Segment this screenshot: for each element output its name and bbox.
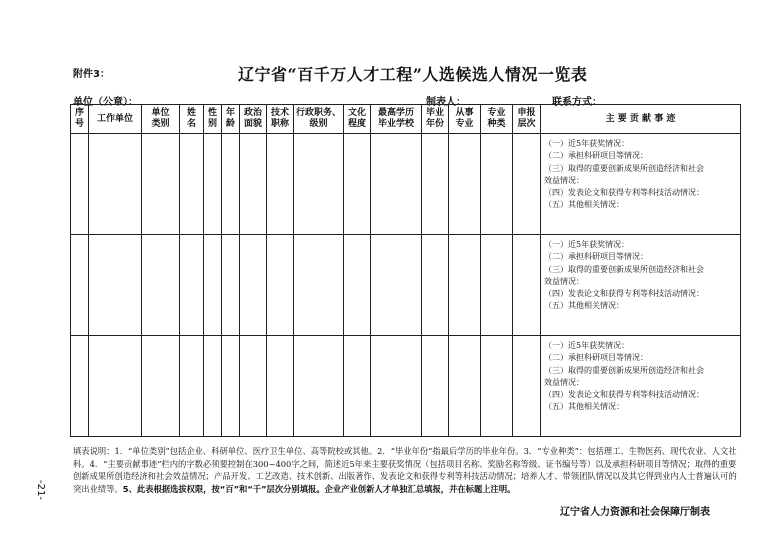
column-header-text: 别 <box>207 119 217 129</box>
column-header-text: 毕业学校 <box>377 119 414 129</box>
table-row <box>71 235 741 336</box>
empty-cell[interactable] <box>422 134 449 235</box>
empty-cell[interactable] <box>344 235 371 336</box>
column-header-text: 性 <box>207 108 217 118</box>
column-header-text: 政治 <box>243 108 262 118</box>
column-header-text: 面貌 <box>243 119 262 129</box>
column-header-text: 最高学历 <box>377 108 414 118</box>
contribution-line: 效益情况： <box>544 175 584 185</box>
empty-cell[interactable] <box>449 235 481 336</box>
empty-cell[interactable] <box>180 336 204 437</box>
column-header-text: 工作单位 <box>96 113 133 124</box>
contribution-line: 效益情况： <box>544 276 584 286</box>
column-header-text: 名 <box>186 119 196 129</box>
column-header <box>89 105 142 134</box>
column-header <box>240 105 267 134</box>
contribution-line: （五）其他相关情况： <box>544 402 624 412</box>
empty-cell[interactable] <box>222 134 240 235</box>
column-header-text: 技术 <box>270 108 289 118</box>
column-header-text: 程度 <box>347 119 366 129</box>
empty-cell[interactable] <box>371 336 422 437</box>
empty-cell[interactable] <box>89 336 142 437</box>
empty-cell[interactable] <box>449 134 481 235</box>
empty-cell[interactable] <box>294 235 344 336</box>
column-header-text: 龄 <box>225 119 235 129</box>
column-header-text: 级别 <box>309 119 328 129</box>
column-header-text: 职称 <box>270 119 289 129</box>
empty-cell[interactable] <box>294 336 344 437</box>
column-header <box>371 105 422 134</box>
empty-cell[interactable] <box>142 336 180 437</box>
empty-cell[interactable] <box>222 235 240 336</box>
empty-cell[interactable] <box>267 134 294 235</box>
empty-cell[interactable] <box>371 134 422 235</box>
column-header-text: 类别 <box>151 119 170 129</box>
empty-cell[interactable] <box>267 336 294 437</box>
empty-cell[interactable] <box>240 235 267 336</box>
contribution-line: （一）近5年获奖情况： <box>544 240 630 249</box>
contribution-line: （三）取得的重要创新成果所创造经济和社会 <box>544 365 704 375</box>
column-header-text: 年 <box>225 108 235 118</box>
column-header-text: 行政职务、 <box>295 108 341 118</box>
contribution-cell[interactable] <box>541 235 741 336</box>
form-filler-label: 制表人： <box>426 97 466 108</box>
empty-cell[interactable] <box>513 235 541 336</box>
column-header <box>449 105 481 134</box>
column-header <box>71 105 89 134</box>
contribution-line: （二）承担科研项目等情况： <box>544 353 648 363</box>
contribution-line: （三）取得的重要创新成果所创造经济和社会 <box>544 264 704 274</box>
column-header-text: 种类 <box>487 119 506 129</box>
contribution-line: （四）发表论文和获得专利等科技活动情况： <box>544 390 704 400</box>
column-header <box>541 105 741 134</box>
empty-cell[interactable] <box>513 134 541 235</box>
empty-cell[interactable] <box>481 235 513 336</box>
empty-cell[interactable] <box>422 336 449 437</box>
table-row <box>71 134 741 235</box>
column-header-text: 申报 <box>517 108 536 118</box>
issuer-label: 辽宁省人力资源和社会保障厅制表 <box>560 507 710 518</box>
empty-cell[interactable] <box>142 235 180 336</box>
empty-cell[interactable] <box>371 235 422 336</box>
column-header <box>222 105 240 134</box>
empty-cell[interactable] <box>422 235 449 336</box>
contribution-line: （一）近5年获奖情况： <box>544 341 630 350</box>
column-header-text: 单位 <box>151 108 170 118</box>
column-header-text: 专业 <box>487 108 506 118</box>
column-header-text: 层次 <box>517 119 536 129</box>
column-header <box>513 105 541 134</box>
candidate-table <box>70 104 741 437</box>
column-header <box>180 105 204 134</box>
empty-cell[interactable] <box>267 235 294 336</box>
empty-cell[interactable] <box>481 336 513 437</box>
column-header <box>267 105 294 134</box>
column-header-text: 专业 <box>455 119 474 129</box>
empty-cell[interactable] <box>240 336 267 437</box>
contribution-line: （二）承担科研项目等情况： <box>544 151 648 161</box>
empty-cell[interactable] <box>71 235 89 336</box>
contribution-line: （二）承担科研项目等情况： <box>544 252 648 262</box>
empty-cell[interactable] <box>89 134 142 235</box>
fill-instructions <box>73 445 738 495</box>
table-row <box>71 336 741 437</box>
empty-cell[interactable] <box>142 134 180 235</box>
contribution-line: （一）近5年获奖情况： <box>544 139 630 148</box>
empty-cell[interactable] <box>180 235 204 336</box>
column-header <box>481 105 513 134</box>
column-header <box>204 105 222 134</box>
column-header-text: 毕业 <box>425 108 444 118</box>
contact-label: 联系方式： <box>552 97 602 108</box>
column-header-text: 号 <box>74 119 84 129</box>
empty-cell[interactable] <box>204 336 222 437</box>
empty-cell[interactable] <box>344 134 371 235</box>
empty-cell[interactable] <box>89 235 142 336</box>
empty-cell[interactable] <box>222 336 240 437</box>
unit-seal-label: 单位（公章）： <box>73 97 138 108</box>
column-header <box>422 105 449 134</box>
empty-cell[interactable] <box>294 134 344 235</box>
contribution-line: （三）取得的重要创新成果所创造经济和社会 <box>544 163 704 173</box>
contribution-line: （五）其他相关情况： <box>544 200 624 210</box>
fill-instructions-text: 填表说明：1．“单位类别”包括企业、科研单位、医疗卫生单位、高等院校或其他。2．“毕业年份”指最后学历的毕业年份。3．“专业种类”：包括理工、生物医药、现代农业、人文社科。4．“主要贡献事迹”栏内的字数必须要控制在300~400字之间，简述近5年来主要获奖情况（包括项目名称、奖励名称等级、证书编号等）以及承担科研项目等情况；取得的重要创新成果所创造经济和社会效益情况；产品开发、工艺改造、技术创新、出版著作、发表论文和获得专利等科技活动情况；培养人才、带领团队情况以及其它得到业内人士普遍认可的突出业绩等。 <box>73 446 737 494</box>
column-header-text: 年份 <box>425 119 444 129</box>
empty-cell[interactable] <box>71 336 89 437</box>
empty-cell[interactable] <box>204 235 222 336</box>
contribution-line: 效益情况： <box>544 377 584 387</box>
column-header-text: 文化 <box>347 108 366 118</box>
page-title: 辽宁省“百千万人才工程”人选候选人情况一览表 <box>238 65 588 84</box>
contribution-line: （四）发表论文和获得专利等科技活动情况： <box>544 289 704 299</box>
column-header <box>344 105 371 134</box>
empty-cell[interactable] <box>344 336 371 437</box>
empty-cell[interactable] <box>513 336 541 437</box>
contribution-cell[interactable] <box>541 336 741 437</box>
empty-cell[interactable] <box>449 336 481 437</box>
column-header-text: 序 <box>74 108 84 118</box>
column-header-text: 主 要 贡 献 事 迹 <box>605 113 676 124</box>
page-number: -21- <box>35 480 46 500</box>
column-header <box>294 105 344 134</box>
contribution-line: （四）发表论文和获得专利等科技活动情况： <box>544 188 704 198</box>
empty-cell[interactable] <box>240 134 267 235</box>
attachment-label: 附件3： <box>73 69 110 80</box>
fill-instructions-emphasis: 5、此表根据选拔权限，按“百”和“千”层次分别填报。企业产业创新人才单独汇总填报，并在标题上注明。 <box>122 483 516 494</box>
contribution-line: （五）其他相关情况： <box>544 301 624 311</box>
column-header <box>142 105 180 134</box>
empty-cell[interactable] <box>71 134 89 235</box>
empty-cell[interactable] <box>481 134 513 235</box>
contribution-cell[interactable] <box>541 134 741 235</box>
empty-cell[interactable] <box>204 134 222 235</box>
column-header-text: 从事 <box>455 108 474 118</box>
empty-cell[interactable] <box>180 134 204 235</box>
column-header-text: 姓 <box>186 108 196 118</box>
table-header-row <box>71 105 741 134</box>
